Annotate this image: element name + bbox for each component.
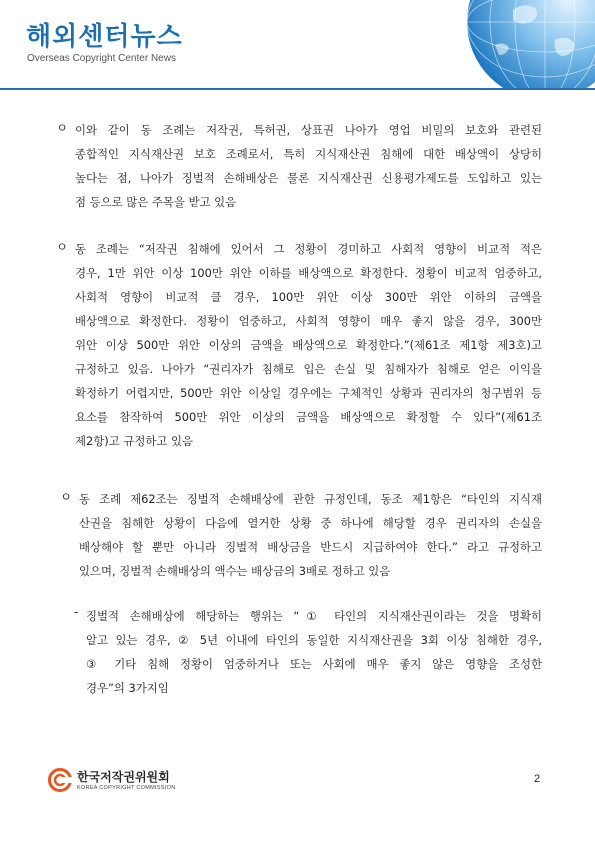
bullet-marker: ㅇ: [56, 121, 68, 135]
text-line: 동 조례는 “저작권 침해에 있어서 그 정황이 경미하고 사회적 영향이 비교적 적은: [75, 242, 542, 256]
text-line: 경우”의 3가지임: [86, 681, 169, 695]
text-line: 제2항)고 규정하고 있음: [75, 434, 193, 448]
dash-marker: -: [74, 605, 79, 619]
bullet-marker: ㅇ: [60, 490, 72, 504]
text-line: 알고 있는 경우, ② 5년 이내에 타인의 동일한 지식재산권을 3회 이상 침해한 경우,: [86, 633, 542, 647]
header-divider: [0, 88, 595, 90]
paragraph-4: [86, 604, 542, 700]
text-line: 종합적인 지식재산권 보호 조례로서, 특히 지식재산권 침해에 대한 배상액이 상당히: [75, 147, 542, 161]
page-header: [0, 0, 595, 88]
text-line: 확정하기 어렵지만, 500만 위안 이상일 경우에는 구체적인 상황과 권리자의 청구범위 등: [75, 386, 542, 400]
text-line: 점 등으로 많은 주목을 받고 있음: [75, 195, 237, 209]
page-number: 2: [534, 773, 541, 785]
text-line: ③ 기타 침해 정황이 엄중하거나 또는 사회에 매우 좋지 않은 영향을 조성한: [86, 657, 542, 671]
header-title: 해외센터뉴스: [26, 22, 183, 52]
text-line: 요소를 참작하여 500만 위안 이상의 금액을 배상액으로 확정할 수 있다”(제61조: [75, 410, 542, 424]
text-line: 이와 같이 동 조례는 저작권, 특허권, 상표권 나아가 영업 비밀의 보호와 관련된: [75, 123, 542, 137]
text-line: 있으며, 징벌적 손해배상의 액수는 배상금의 3배로 정하고 있음: [79, 564, 391, 578]
organization-name: 한국저작권위원회: [77, 770, 170, 784]
copyright-commission-logo-icon: [48, 768, 72, 792]
text-line: 산권을 침해한 상황이 다음에 열거한 상황 중 하나에 해당할 경우 권리자의 손실을: [79, 516, 542, 530]
text-line: 사회적 영향이 비교적 클 경우, 100만 위안 이상 300만 위안 이하의 금액을: [75, 290, 542, 304]
paragraph-3: [79, 487, 542, 583]
text-line: 규정하고 있음. 나아가 “권리자가 침해로 입은 손실 및 침해자가 침해로 얻은 이익을: [75, 362, 542, 376]
organization-name-english: KOREA COPYRIGHT COMMISSION: [77, 785, 176, 791]
paragraph-2: [75, 237, 542, 453]
paragraph-1: [75, 118, 542, 214]
text-line: 배상액으로 확정한다. 정황이 엄중하고, 사회적 영향이 매우 좋지 않을 경우, 300만: [75, 314, 542, 328]
text-line: 경우, 1만 위안 이상 100만 위안 이하를 배상액으로 확정한다. 정황이 비교적 엄중하고,: [75, 266, 542, 280]
header-subtitle: Overseas Copyright Center News: [27, 53, 176, 64]
text-line: 징벌적 손해배상에 해당하는 행위는 “① 타인의 지식재산권이라는 것을 명확히: [86, 609, 542, 623]
text-line: 동 조례 제62조는 징벌적 손해배상에 관한 규정인데, 동조 제1항은 “타인의 지식재: [79, 492, 542, 506]
globe-icon: [395, 0, 595, 88]
text-line: 배상해야 할 뿐만 아니라 징벌적 배상금을 반드시 지급하여야 한다.” 라고 규정하고: [79, 540, 542, 554]
text-line: 높다는 점, 나아가 징벌적 손해배상은 물론 지식재산권 신용평가제도를 도입하고 있는: [75, 171, 542, 185]
text-line: 위안 이상 500만 위안 이상의 금액을 배상액으로 확정한다.”(제61조 제1항 제3호)고: [75, 338, 542, 352]
bullet-marker: ㅇ: [56, 240, 68, 254]
